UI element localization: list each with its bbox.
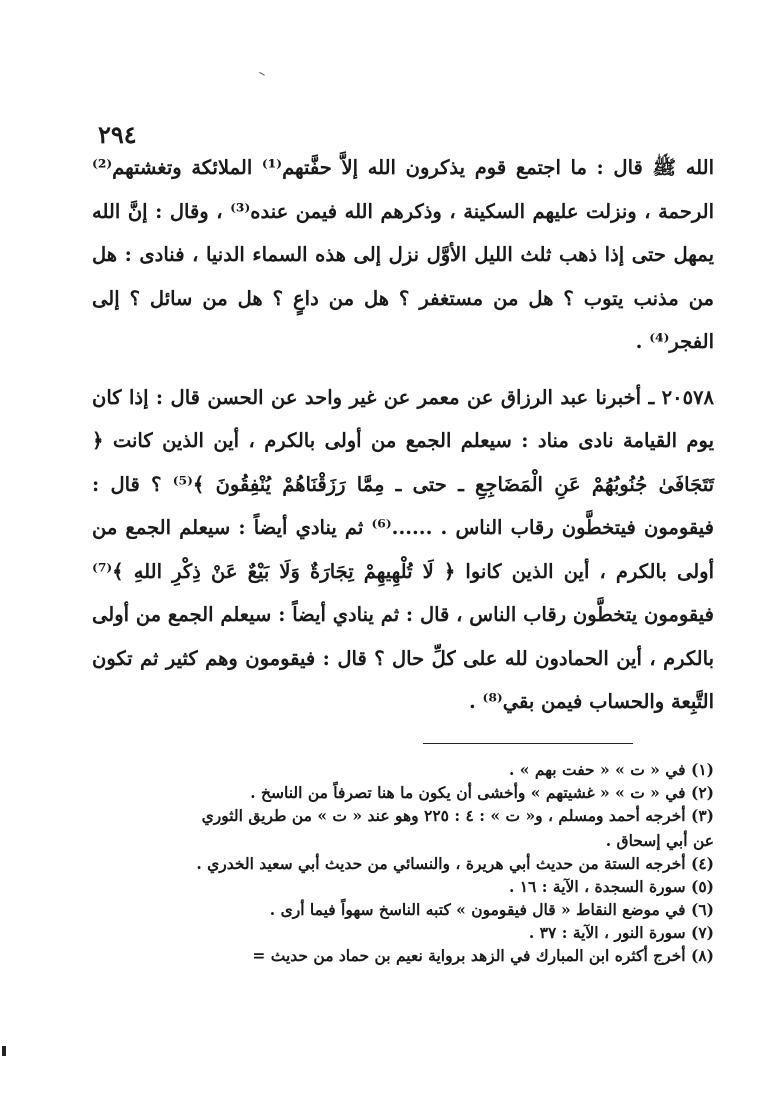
footnote-4: (٤) أخرجه الستة من حديث أبي هريرة ، والنسائي من حديث أبي سعيد الخدري .	[196, 854, 714, 873]
page-number: ٢٩٤	[98, 120, 137, 149]
footnote-8: (٨) أخرج أكثره ابن المبارك في الزهد برواية نعيم بن حماد من حديث =	[252, 946, 714, 965]
main-text	[92, 146, 714, 724]
paragraph-hadith-20578: ٢٠٥٧٨ ـ أخبرنا عبد الرزاق عن معمر عن غير واحد عن الحسن قال : إذا كان يوم القيامة نادى مناد : سيعلم الجمع من أولى بالكرم ، أين الذين كانت ﴿ تَتَجَافَىٰ جُنُوبُهُمْ عَنِ الْمَضَاجِعِ ـ حتى ـ مِمَّا رَزَقْنَاهُمْ يُنْفِقُونَ ﴾⁽⁵⁾ ؟ قال : فيقومون فيتخطَّون رقاب الناس . ......⁽⁶⁾ ثم ينادي أيضاً : سيعلم الجمع من أولى بالكرم ، أين الذين كانوا ﴿ لَا تُلْهِيهِمْ تِجَارَةٌ وَلَا بَيْعٌ عَنْ ذِكْرِ اللهِ ﴾⁽⁷⁾ فيقومون يتخطَّون رقاب الناس ، قال : ثم ينادي أيضاً : سيعلم الجمع من أولى بالكرم ، أين الحمادون لله على كلِّ حال ؟ قال : فيقومون وهم كثير ثم تكون التَّبِعة والحساب فيمن بقي⁽⁸⁾ .	[92, 385, 715, 713]
footnote-3: (٣) أخرجه أحمد ومسلم ، و« ت » : ٤ : ٢٢٥ وهو عند « ت » من طريق الثوري	[201, 806, 714, 825]
footnote-6: (٦) في موضع النقاط « قال فيقومون » كتبه الناسخ سهواً فيما أرى .	[269, 900, 714, 919]
footnote-5: (٥) سورة السجدة ، الآية : ١٦ .	[508, 877, 714, 896]
footnote-2: (٢) في « ت » « غشيتهم » وأخشى أن يكون ما هنا تصرفاً من الناسخ .	[250, 783, 714, 802]
stray-ink-mark	[257, 72, 265, 79]
footnote-3-continuation: عن أبي إسحاق .	[605, 831, 714, 850]
footnotes	[100, 758, 714, 967]
margin-ink-mark	[2, 1046, 6, 1056]
paragraph-hadith-continuation: الله ﷺ قال : ما اجتمع قوم يذكرون الله إلاَّ حفَّتهم⁽¹⁾ الملائكة وتغشتهم⁽²⁾ الرحمة ، ونزلت عليهم السكينة ، وذكرهم الله فيمن عنده⁽³⁾ ، وقال : إنَّ الله يمهل حتى إذا ذهب ثلث الليل الأوَّل نزل إلى هذه السماء الدنيا ، فنادى : هل من مذنب يتوب ؟ هل من مستغفر ؟ هل من داعٍ ؟ هل من سائل ؟ إلى الفجر⁽⁴⁾ .	[92, 156, 714, 353]
footnote-7: (٧) سورة النور ، الآية : ٣٧ .	[528, 923, 714, 942]
footnote-1: (١) في « ت » « حفت بهم » .	[508, 760, 714, 779]
footnote-separator	[423, 743, 633, 744]
